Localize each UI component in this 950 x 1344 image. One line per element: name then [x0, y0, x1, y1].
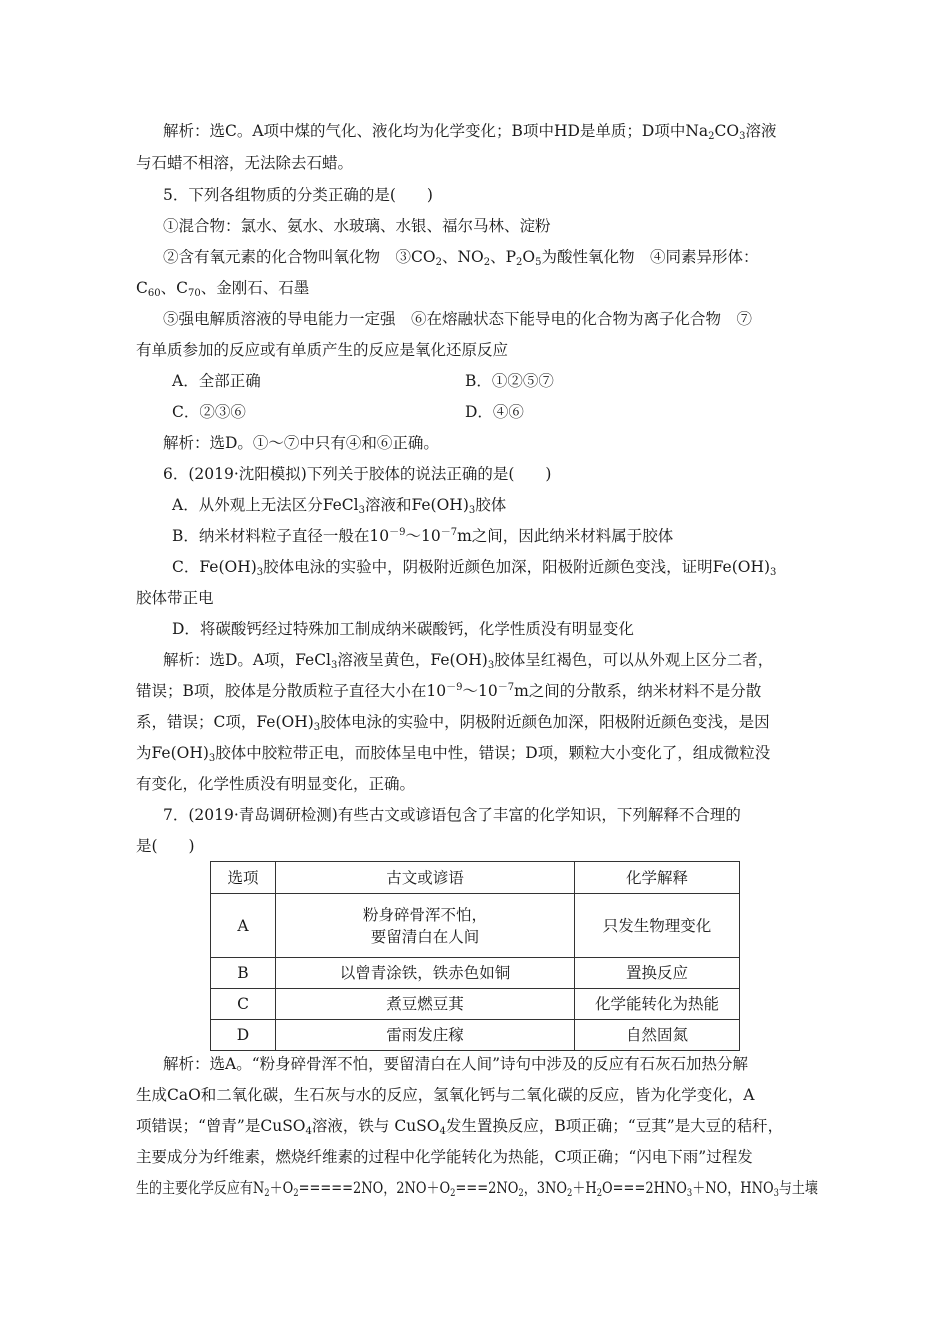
q7-analysis-line5: 生的主要化学反应有$N_2+O_2=====2NO$，$2NO+O_2===2NO_2$，$3NO_2+H_2O===2HNO_3+NO$，$HNO_3$与土壤: [136, 1179, 818, 1199]
header-explanation: 化学解释: [575, 862, 740, 894]
q6-analysis-line5: 有变化，化学性质没有明显变化，正确。: [136, 775, 416, 793]
q6-option-c-cont: 胶体带正电: [136, 589, 214, 607]
row-explanation: 自然固氮: [575, 1020, 740, 1051]
q6-stem: 6．(2019·沈阳模拟)下列关于胶体的说法正确的是( ): [163, 465, 552, 483]
row-text: 煮豆燃豆萁: [276, 989, 575, 1020]
q7-analysis-line1: 解析：选A。“粉身碎骨浑不怕，要留清白在人间”诗句中涉及的反应有石灰石加热分解: [163, 1055, 749, 1073]
q6-option-a: A．从外观上无法区分FeCl$_3$溶液和$Fe(OH)_3$胶体: [172, 496, 507, 516]
q6-analysis-line2: 错误；B项，胶体是分散质粒子直径大小在$10^{-9}\sim 10^{-7}m$之间的分散系，纳米材料不是分散: [136, 682, 762, 700]
q5-statement-3: ⑤强电解质溶液的导电能力一定强 ⑥在熔融状态下能导电的化合物为离子化合物 ⑦: [163, 310, 753, 328]
table-row: [211, 1020, 740, 1051]
row-explanation: 只发生物理变化: [575, 894, 740, 958]
q7-analysis-line3: 项错误；“曾青”是CuSO$_4$溶液，铁与 CuSO$_4$发生置换反应，B项正确；“豆萁”是大豆的秸秆，: [136, 1117, 784, 1137]
q6-analysis-line1: 解析：选D。A项，FeCl$_3$溶液呈黄色，$Fe(OH)_3$胶体呈红褐色，可以从外观上区分二者，: [163, 651, 774, 671]
row-text: 以曾青涂铁，铁赤色如铜: [276, 958, 575, 989]
table-header-row: [211, 862, 740, 894]
q7-analysis-line4: 主要成分为纤维素，燃烧纤维素的过程中化学能转化为热能，C项正确；“闪电下雨”过程发: [136, 1148, 753, 1166]
q4-analysis-line2: 与石蜡不相溶，无法除去石蜡。: [136, 154, 354, 172]
q5-option-a: A．全部正确: [172, 372, 261, 390]
q5-statement-2-cont: $C_{60}$、$C_{70}$、金刚石、石墨: [136, 279, 310, 299]
q5-statement-3-cont: 有单质参加的反应或有单质产生的反应是氧化还原反应: [136, 341, 509, 359]
q5-analysis: 解析：选D。①～⑦中只有④和⑥正确。: [163, 434, 439, 452]
row-explanation: 置换反应: [575, 958, 740, 989]
q6-option-c: C．$Fe(OH)_3$胶体电泳的实验中，阴极附近颜色加深，阳极附近颜色变浅，证明$Fe(OH)_3$: [172, 558, 777, 578]
header-option: 选项: [211, 862, 276, 894]
row-text: 粉身碎骨浑不怕， 要留清白在人间: [276, 894, 575, 958]
row-option: A: [211, 894, 276, 958]
q6-option-b: B．纳米材料粒子直径一般在$10^{-9}\sim 10^{-7}m$之间，因此纳米材料属于胶体: [172, 527, 674, 545]
header-text: 古文或谚语: [276, 862, 575, 894]
q5-statement-1: ①混合物：氯水、氨水、水玻璃、水银、福尔马林、淀粉: [163, 217, 551, 235]
table-row: [211, 894, 740, 958]
row-option: B: [211, 958, 276, 989]
row-option: D: [211, 1020, 276, 1051]
q5-option-b: B．①②⑤⑦: [465, 372, 554, 390]
q5-option-c: C．②③⑥: [172, 403, 246, 421]
q7-analysis-line2: 生成CaO和二氧化碳，生石灰与水的反应，氢氧化钙与二氧化碳的反应，皆为化学变化，A: [136, 1086, 755, 1104]
q4-analysis-line1: 解析：选C。A项中煤的气化、液化均为化学变化；B项中HD是单质；D项中$Na_2CO_3$溶液: [163, 122, 777, 142]
q6-analysis-line4: 为$Fe(OH)_3$胶体中胶粒带正电，而胶体呈电中性，错误；D项，颗粒大小变化了，组成微粒没: [136, 744, 771, 764]
row-option: C: [211, 989, 276, 1020]
q6-analysis-line3: 系，错误；C项，$Fe(OH)_3$胶体电泳的实验中，阴极附近颜色加深，阳极附近颜色变浅，是因: [136, 713, 770, 733]
q5-option-d: D．④⑥: [465, 403, 524, 421]
row-text: 雷雨发庄稼: [276, 1020, 575, 1051]
q7-table: [210, 861, 740, 1051]
table-row: [211, 989, 740, 1020]
table-row: [211, 958, 740, 989]
q7-stem-cont: 是( ): [136, 837, 195, 855]
q6-option-d: D．将碳酸钙经过特殊加工制成纳米碳酸钙，化学性质没有明显变化: [172, 620, 634, 638]
q5-stem: 5．下列各组物质的分类正确的是( ): [163, 186, 433, 204]
q7-stem: 7．(2019·青岛调研检测)有些古文或谚语包含了丰富的化学知识，下列解释不合理的: [163, 806, 741, 824]
row-explanation: 化学能转化为热能: [575, 989, 740, 1020]
q5-statement-2: ②含有氧元素的化合物叫氧化物 $③CO_2$、$NO_2$、$P_2O_5$为酸性氧化物 ④同素异形体：: [163, 248, 759, 268]
